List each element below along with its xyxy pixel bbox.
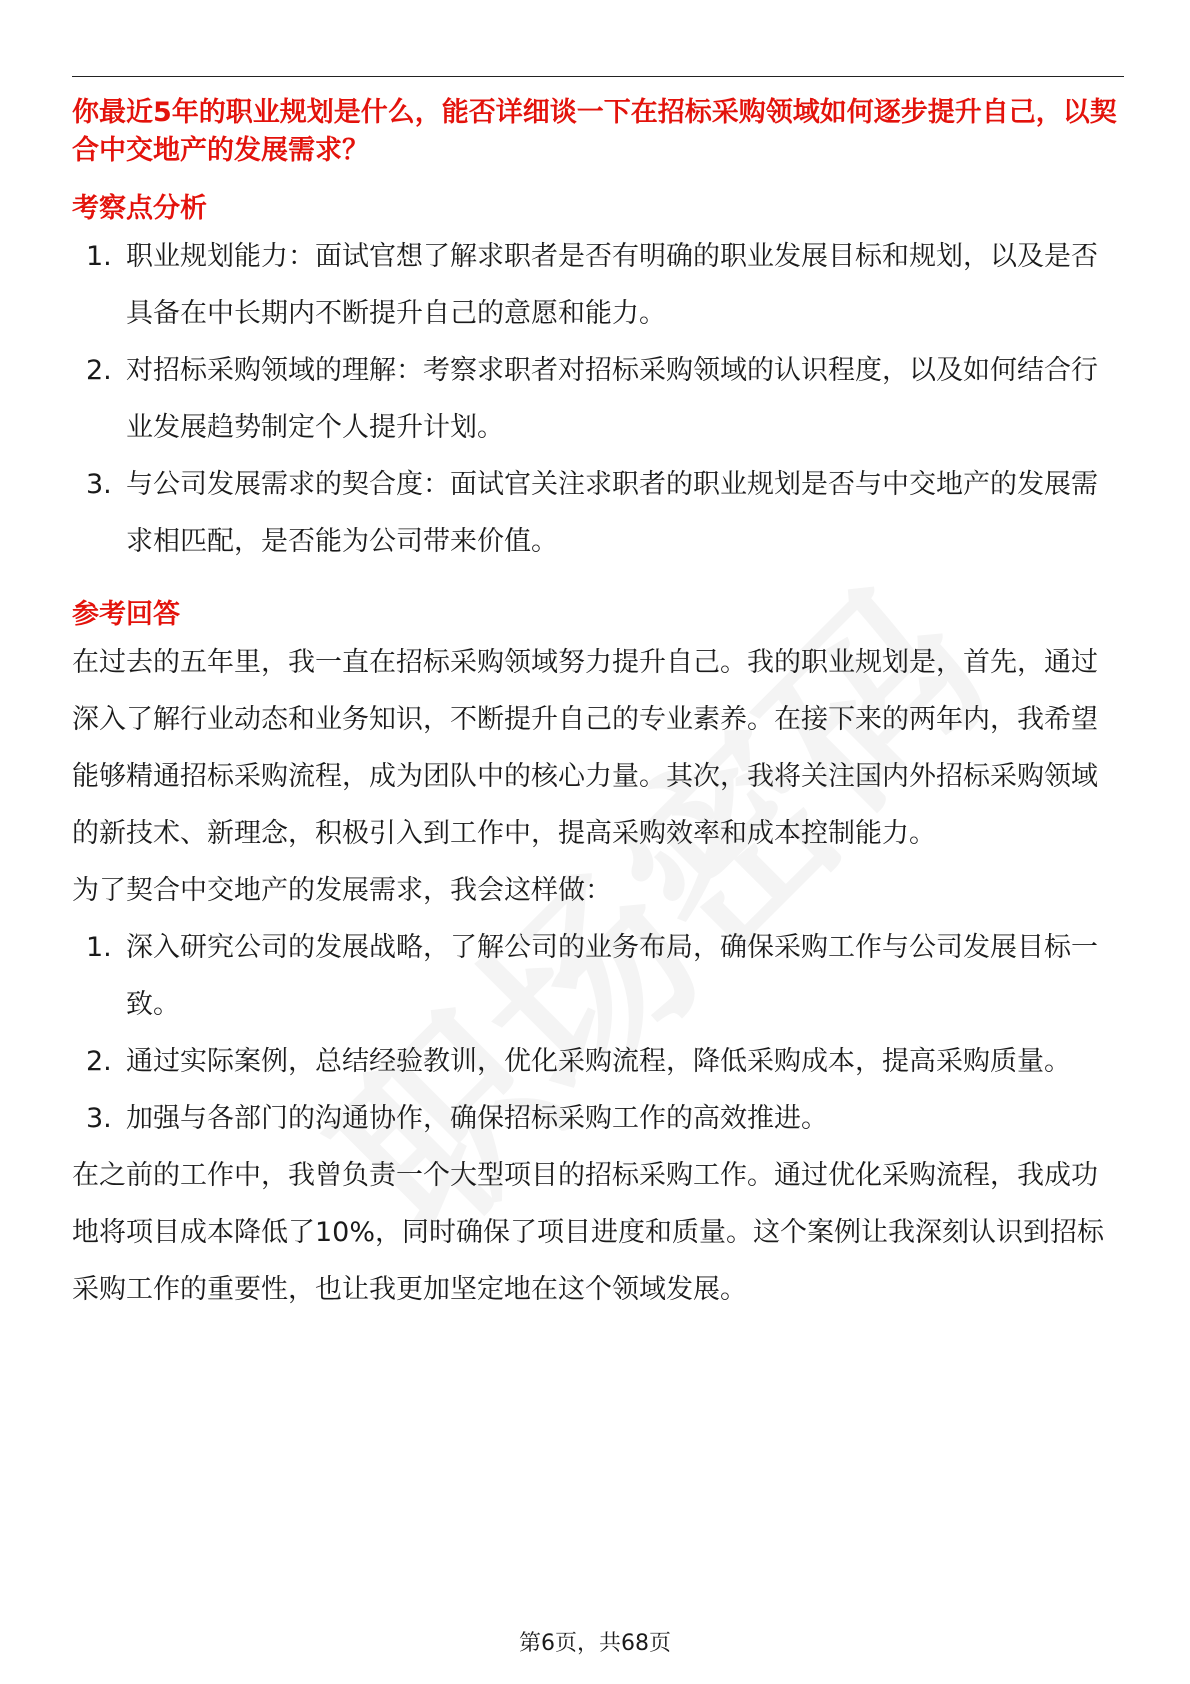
analysis-list — [72, 228, 1124, 570]
list-item — [72, 342, 1124, 456]
list-number: 1. — [86, 241, 112, 272]
answer-paragraph-1: 在过去的五年里，我一直在招标采购领域努力提升自己。我的职业规划是，首先，通过深入了解行业动态和业务知识，不断提升自己的专业素养。在接下来的两年内，我希望能够精通招标采购流程，成为团队中的核心力量。其次，我将关注国内外招标采购领域的新技术、新理念，积极引入到工作中，提高采购效率和成本控制能力。 — [72, 647, 1098, 849]
list-item — [72, 919, 1124, 1033]
list-number: 3. — [86, 1103, 112, 1134]
list-item-text: 深入研究公司的发展战略，了解公司的业务布局，确保采购工作与公司发展目标一致。 — [126, 932, 1098, 1020]
analysis-title: 考察点分析 — [72, 193, 207, 224]
list-number: 3. — [86, 469, 112, 500]
list-item — [72, 228, 1124, 342]
list-item-text: 与公司发展需求的契合度：面试官关注求职者的职业规划是否与中交地产的发展需求相匹配，是否能为公司带来价值。 — [126, 469, 1098, 557]
answer-title: 参考回答 — [72, 599, 180, 630]
question-heading: 你最近5年的职业规划是什么，能否详细谈一下在招标采购领域如何逐步提升自己，以契合中交地产的发展需求？ — [72, 97, 1117, 166]
list-item — [72, 456, 1124, 570]
list-number: 2. — [86, 355, 112, 386]
list-item — [72, 1090, 1124, 1147]
answer-list — [72, 919, 1124, 1147]
list-item-text: 加强与各部门的沟通协作，确保招标采购工作的高效推进。 — [126, 1103, 828, 1134]
list-number: 1. — [86, 932, 112, 963]
answer-paragraph-3: 在之前的工作中，我曾负责一个大型项目的招标采购工作。通过优化采购流程，我成功地将项目成本降低了10%，同时确保了项目进度和质量。这个案例让我深刻认识到招标采购工作的重要性，也让我更加坚定地在这个领域发展。 — [72, 1160, 1105, 1305]
list-item-text: 对招标采购领域的理解：考察求职者对招标采购领域的认识程度，以及如何结合行业发展趋势制定个人提升计划。 — [126, 355, 1098, 443]
list-item-text: 通过实际案例，总结经验教训，优化采购流程，降低采购成本，提高采购质量。 — [126, 1046, 1071, 1077]
list-number: 2. — [86, 1046, 112, 1077]
list-item-text: 职业规划能力：面试官想了解求职者是否有明确的职业发展目标和规划，以及是否具备在中长期内不断提升自己的意愿和能力。 — [126, 241, 1098, 329]
page-number: 第6页，共68页 — [519, 1631, 671, 1656]
answer-paragraph-2: 为了契合中交地产的发展需求，我会这样做： — [72, 875, 612, 906]
top-divider — [72, 76, 1124, 77]
list-item — [72, 1033, 1124, 1090]
page-content — [72, 94, 1124, 1318]
